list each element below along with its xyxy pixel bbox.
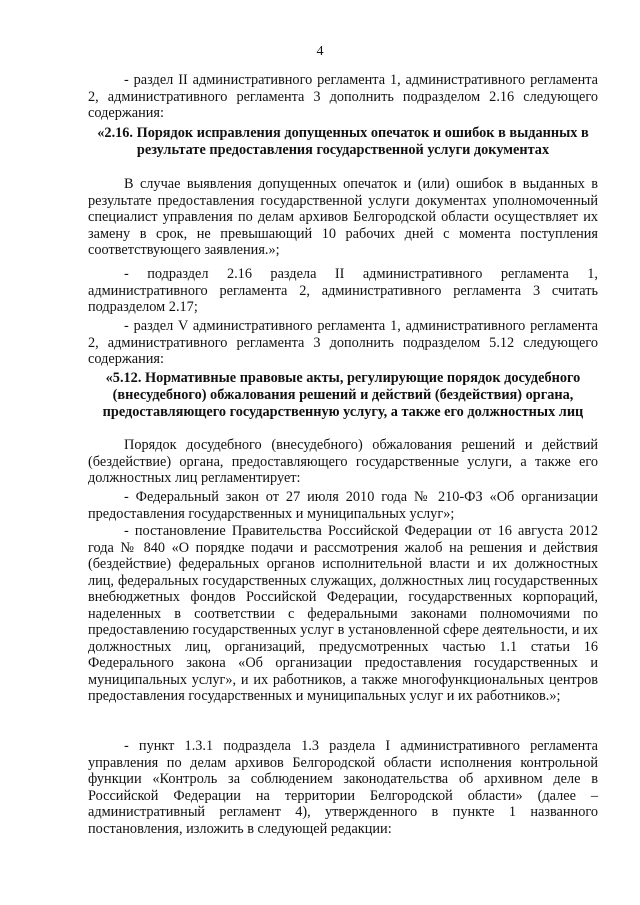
- subsection-heading-2-16: «2.16. Порядок исправления допущенных опечаток и ошибок в выданных в результате предоставления государственной услуги документах: [97, 125, 589, 158]
- paragraph-section-v-amendment: - раздел V административного регламента 1, административного регламента 2, административного регламента 3 дополнить подразделом 5.12 следующего содержания:: [88, 318, 598, 367]
- paragraph-renumber-2-17: - подраздел 2.16 раздела II административного регламента 1, административного регламента 2, административного регламента 3 считать подразделом 2.17;: [88, 266, 598, 315]
- paragraph-clause-1-3-1: - пункт 1.3.1 подраздела 1.3 раздела I административного регламента управления по делам архивов Белгородской области исполнения контрольной функции «Контроль за соблюдением законодательства об архивном деле в Российской Федерации на территории Белгородской области» (далее – административный регламент 4), утвержденного в пункте 1 названного постановления, изложить в следующей редакции:: [88, 738, 598, 837]
- paragraph-government-decree-840: - постановление Правительства Российской Федерации от 16 августа 2012 года № 840 «О порядке подачи и рассмотрения жалоб на решения и действия (бездействие) федеральных органов исполнительной власти и их должностных лиц, федеральных государственных служащих, должностных лиц государственных внебюджетных фондов Российской Федерации, государственных корпораций, наделенных в соответствии с федеральными законами полномочиями по предоставлению государственных услуг в установленной сфере деятельности, и их должностных лиц, организаций, предусмотренных частью 1.1 статьи 16 Федерального закона «Об организации предоставления государственных и муниципальных услуг», и их работников, а также многофункциональных центров предоставления государственных и муниципальных услуг и их работников.»;: [88, 523, 598, 704]
- paragraph-appeal-procedure: Порядок досудебного (внесудебного) обжалования решений и действий (бездействие) органа, предоставляющего государственные услуги, а также его должностных лиц регламентирует:: [88, 437, 598, 486]
- subsection-heading-5-12: «5.12. Нормативные правовые акты, регулирующие порядок досудебного (внесудебного) обжалования решений и действий (бездействия) органа, предоставляющего государственную услугу, а также его должностных лиц: [102, 370, 584, 420]
- paragraph-section-ii-amendment: - раздел II административного регламента 1, административного регламента 2, административного регламента 3 дополнить подразделом 2.16 следующего содержания:: [88, 72, 598, 121]
- page-number: 4: [316, 44, 324, 59]
- paragraph-typo-correction: В случае выявления допущенных опечаток и (или) ошибок в выданных в результате предоставления государственной услуги документах уполномоченный специалист управления по делам архивов Белгородской области осуществляет их замену в срок, не превышающий 10 рабочих дней с момента поступления соответствующего заявления.»;: [88, 176, 598, 258]
- paragraph-federal-law-210: - Федеральный закон от 27 июля 2010 года № 210-ФЗ «Об организации предоставления государственных и муниципальных услуг»;: [88, 489, 598, 522]
